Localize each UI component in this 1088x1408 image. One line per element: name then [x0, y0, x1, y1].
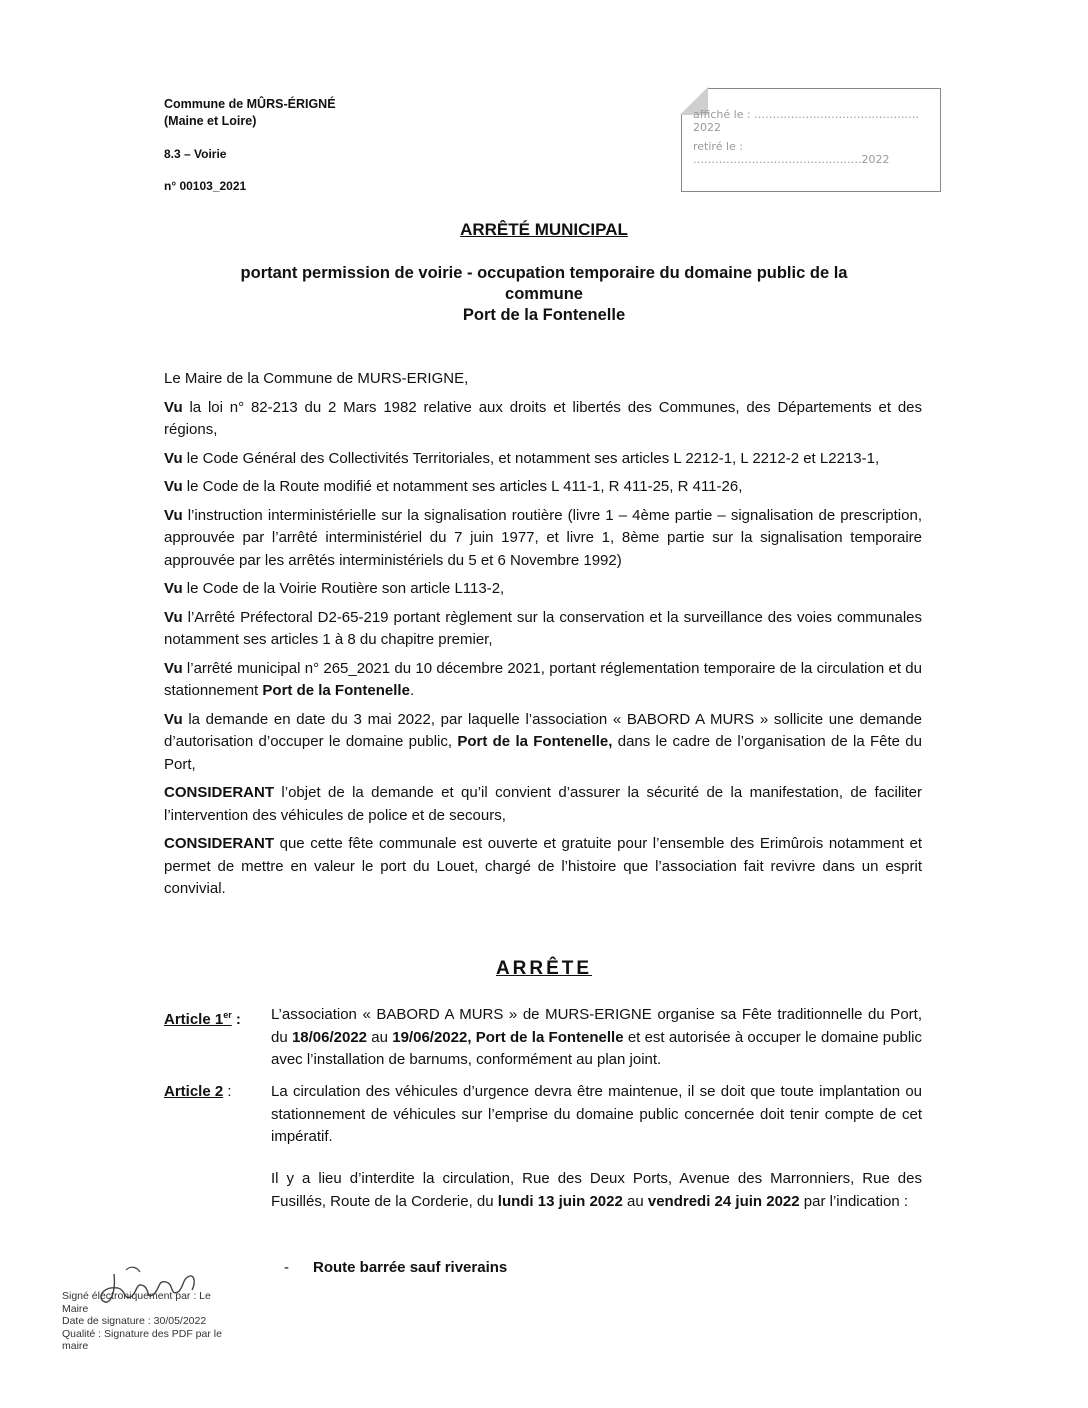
vu-clause-6: Vu l’Arrêté Préfectoral D2-65-219 portant règlement sur la conservation et la surveillance des voies communales notamment ses articles 1 à 8 du chapitre premier, [164, 608, 922, 648]
vu-clause-1: Vu la loi n° 82-213 du 2 Mars 1982 relative aux droits et libertés des Communes, des Départements et des régions, [164, 398, 922, 438]
category-label: 8.3 – Voirie [164, 147, 227, 161]
posting-stamp-box [681, 88, 941, 192]
bullet-dash: - [284, 1259, 289, 1276]
document-number: n° 00103_2021 [164, 179, 247, 193]
vu-clause-7: Vu l’arrêté municipal n° 265_2021 du 10 décembre 2021, portant réglementation temporaire de la circulation et du stationnement Port de la Fontenelle. [164, 659, 922, 699]
signature-quality-cont: maire [62, 1340, 89, 1352]
considerant-clause-2: CONSIDERANT que cette fête communale est ouverte et gratuite pour l’ensemble des Erimûrois notamment et permet de mettre en valeur le port du Louet, chargé de l’histoire que l’association fait revivre dans un esprit convivial. [164, 835, 922, 897]
intro-line: Le Maire de la Commune de MURS-ERIGNE, [164, 370, 469, 387]
bullet-route-barree: Route barrée sauf riverains [313, 1259, 508, 1276]
vu-clause-5: Vu le Code de la Voirie Routière son article L113-2, [164, 580, 505, 597]
subtitle-line-1: portant permission de voirie - occupation temporaire du domaine public de la [240, 264, 848, 282]
article-2-label: Article 2 : [164, 1083, 232, 1100]
preamble [164, 368, 922, 907]
article-2-paragraph-1: La circulation des véhicules d’urgence devra être maintenue, il se doit que toute implantation ou stationnement de véhicules sur l’emprise du domaine public concernée doit tenir compte de cet impératif. [271, 1083, 922, 1145]
vu-clause-2: Vu le Code Général des Collectivités Territoriales, et notamment ses articles L 2212-1, L 2212-2 et L2213-1, [164, 449, 880, 467]
signature-signed-by: Signé électroniquement par : Le [62, 1290, 211, 1302]
subtitle-line-2: commune [505, 285, 583, 303]
signature-date: Date de signature : 30/05/2022 [62, 1315, 207, 1327]
article-1-label: Article 1er : [164, 1010, 241, 1028]
vu-clause-8: Vu la demande en date du 3 mai 2022, par laquelle l’association « BABORD A MURS » sollicite une demande d’autorisation d’occuper le domaine public, Port de la Fontenelle, dans le cadre de l’organisation de la Fête du Port, [164, 710, 922, 773]
vu-clause-4: Vu l’instruction interministérielle sur la signalisation routière (livre 1 – 4ème partie – signalisation de prescription, approuvée par l’arrêté interministériel du 7 juin 1977, et livre 1, 8ème partie sur la signalisation temporaire approuvée par les arrêtés interministériels du 5 et 6 Novembre 1992) [164, 506, 922, 569]
vu-clause-3: Vu le Code de la Route modifié et notamment ses articles L 411-1, R 411-25, R 411-26, [164, 478, 743, 495]
document-subtitle [0, 263, 1088, 326]
article-1-text: L’association « BABORD A MURS » de MURS-ERIGNE organise sa Fête traditionnelle du Port, du 18/06/2022 au 19/06/2022, Port de la Fontenelle et est autorisée à occuper le domaine public avec l’installation de barnums, conformément au plan joint. [271, 1006, 922, 1068]
arrete-heading: ARRÊTE [495, 958, 593, 979]
document-title: ARRÊTÉ MUNICIPAL [460, 220, 628, 239]
considerant-clause-1: CONSIDERANT l’objet de la demande et qu’il convient d’assurer la sécurité de la manifestation, de faciliter l’intervention des véhicules de police et de secours, [164, 784, 922, 824]
article-2-paragraph-2: Il y a lieu d’interdite la circulation, Rue des Deux Ports, Avenue des Marronniers, Rue des Fusillés, Route de la Corderie, du lundi 13 juin 2022 au vendredi 24 juin 2022 par l’indication : [271, 1170, 922, 1210]
affiche-date-line: affiché le : ………………………………………2022 [693, 108, 920, 134]
retire-date-line: retiré le : ……………………………………….2022 [693, 140, 890, 166]
signature-signer: Maire [62, 1302, 89, 1315]
signature-quality: Qualité : Signature des PDF par le [62, 1327, 222, 1340]
subtitle-line-3: Port de la Fontenelle [462, 306, 626, 324]
electronic-signature-info [62, 1290, 232, 1353]
department-name: (Maine et Loire) [164, 114, 257, 128]
commune-name: Commune de MÛRS-ÉRIGNÉ [164, 97, 336, 111]
